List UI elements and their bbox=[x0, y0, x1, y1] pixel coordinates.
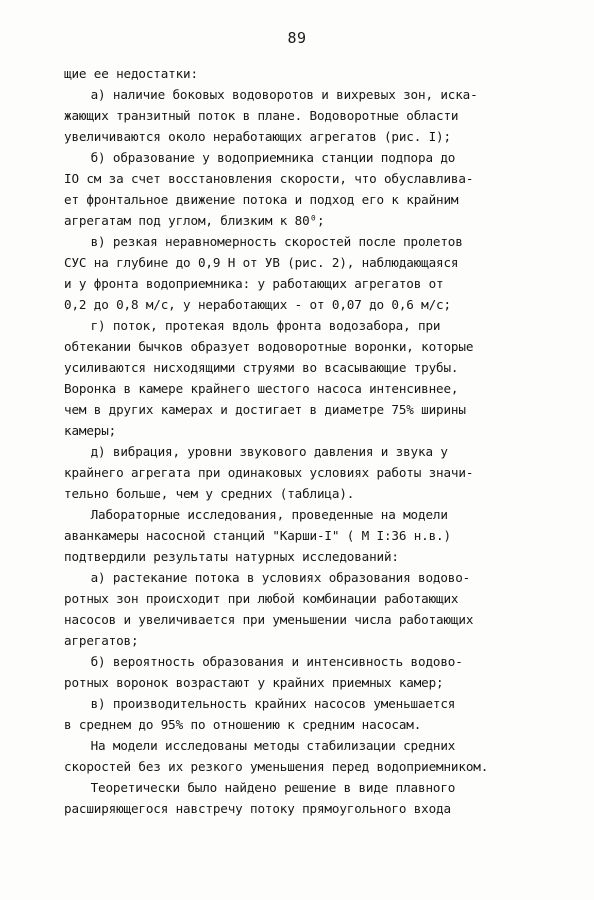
text-line: б) вероятность образования и интенсивность водово- bbox=[90, 655, 463, 670]
text-line: увеличиваются около неработающих агрегатов (рис. I); bbox=[64, 130, 451, 145]
text-line: камеры; bbox=[64, 424, 117, 439]
text-line: ротных зон происходит при любой комбинации работающих bbox=[64, 592, 459, 607]
text-line: ет фронтальное движение потока и подход его к крайним bbox=[64, 193, 459, 208]
page-number: 89 bbox=[287, 29, 307, 47]
text-line: крайнего агрегата при одинаковых условиях работы значи- bbox=[64, 466, 474, 481]
text-line: щие ее недостатки: bbox=[64, 67, 198, 82]
text-line: агрегатов; bbox=[64, 634, 139, 649]
text-line: в) резкая неравномерность скоростей после пролетов bbox=[90, 235, 463, 250]
text-line: ротных воронок возрастают у крайних приемных камер; bbox=[64, 676, 444, 691]
text-line: расширяющегося навстречу потоку прямоугольного входа bbox=[64, 802, 451, 817]
text-line: агрегатам под углом, близким к 80⁰; bbox=[64, 214, 325, 229]
text-line: г) поток, протекая вдоль фронта водозабора, при bbox=[90, 319, 441, 334]
text-line: На модели исследованы методы стабилизации средних bbox=[90, 739, 456, 754]
body-text bbox=[64, 64, 584, 820]
text-line: Теоретически было найдено решение в виде плавного bbox=[90, 781, 456, 796]
text-line: 0,2 до 0,8 м/с, у неработающих - от 0,07 до 0,6 м/с; bbox=[64, 298, 451, 313]
text-line: IO см за счет восстановления скорости, что обуславлива- bbox=[64, 172, 474, 187]
text-line: а) наличие боковых водоворотов и вихревых зон, иска- bbox=[90, 88, 478, 103]
text-line: в) производительность крайних насосов уменьшается bbox=[90, 697, 456, 712]
text-line: д) вибрация, уровни звукового давления и звука у bbox=[90, 445, 448, 460]
text-line: усиливаются нисходящими струями во всасывающие трубы. bbox=[64, 361, 459, 376]
text-line: Воронка в камере крайнего шестого насоса интенсивнее, bbox=[64, 382, 459, 397]
text-line: и у фронта водоприемника: у работающих агрегатов от bbox=[64, 277, 444, 292]
text-line: жающих транзитный поток в плане. Водоворотные области bbox=[64, 109, 459, 124]
text-line: обтекании бычков образует водоворотные воронки, которые bbox=[64, 340, 474, 355]
text-line: СУС на глубине до 0,9 Н от УВ (рис. 2), наблюдающаяся bbox=[64, 256, 459, 271]
text-line: подтвердили результаты натурных исследований: bbox=[64, 550, 399, 565]
text-line: аванкамеры насосной станций "Карши-I" ( М I:36 н.в.) bbox=[64, 529, 451, 544]
text-line: скоростей без их резкого уменьшения перед водоприемником. bbox=[64, 760, 489, 775]
text-line: насосов и увеличивается при уменьшении числа работающих bbox=[64, 613, 474, 628]
text-line: б) образование у водоприемника станции подпора до bbox=[90, 151, 456, 166]
text-line: в среднем до 95% по отношению к средним насосам. bbox=[64, 718, 422, 733]
text-line: чем в других камерах и достигает в диаметре 75% ширины bbox=[64, 403, 466, 418]
text-line: Лабораторные исследования, проведенные на модели bbox=[90, 508, 448, 523]
text-line: а) растекание потока в условиях образования водово- bbox=[90, 571, 471, 586]
text-line: тельно больше, чем у средних (таблица). bbox=[64, 487, 355, 502]
